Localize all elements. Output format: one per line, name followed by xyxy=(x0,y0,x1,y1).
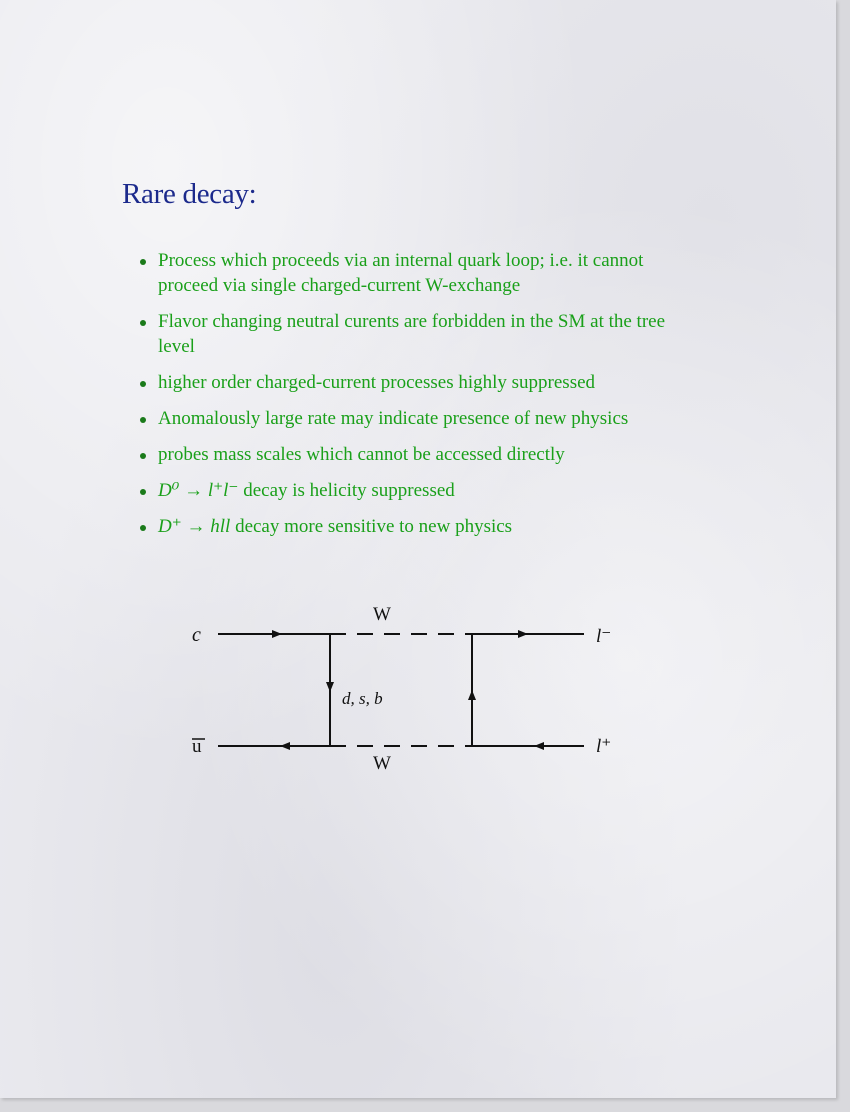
arrow-ubar xyxy=(280,742,290,750)
label-w-bottom: W xyxy=(373,753,391,774)
bullet-text-part: probes mass scales which cannot be accessed directly xyxy=(158,444,565,465)
bullet-text-part: decay more sensitive to new physics xyxy=(230,516,513,537)
bullet-text-part: Flavor changing neutral curents are forbidden in the SM at the tree level xyxy=(158,311,666,357)
label-c: c xyxy=(192,624,201,646)
arrow-lminus xyxy=(518,630,528,638)
arrow-lplus xyxy=(534,742,544,750)
label-w-top: W xyxy=(373,604,391,625)
arrow-c xyxy=(272,630,282,638)
arrow-internal-quark xyxy=(326,682,334,692)
bullet-text-part: Process which proceeds via an internal quark loop; i.e. it cannot proceed via single charged-current W-exchange xyxy=(158,250,644,296)
bullet-formula: D⁰ → l⁺l⁻ xyxy=(158,480,239,501)
label-lplus: l⁺ xyxy=(596,736,612,757)
label-ubar: u xyxy=(192,736,202,757)
bullet-text-part: Anomalously large rate may indicate presence of new physics xyxy=(158,408,629,429)
label-quarks: d, s, b xyxy=(342,689,383,708)
bullet-text-part: decay is helicity suppressed xyxy=(238,480,455,501)
page-title: Rare decay: xyxy=(122,178,257,210)
bullet-text-part: higher order charged-current processes highly suppressed xyxy=(158,372,596,393)
arrow-internal-lepton xyxy=(468,690,476,700)
label-lminus: l⁻ xyxy=(596,626,612,647)
bullet-formula: D⁺ → hll xyxy=(158,516,231,537)
